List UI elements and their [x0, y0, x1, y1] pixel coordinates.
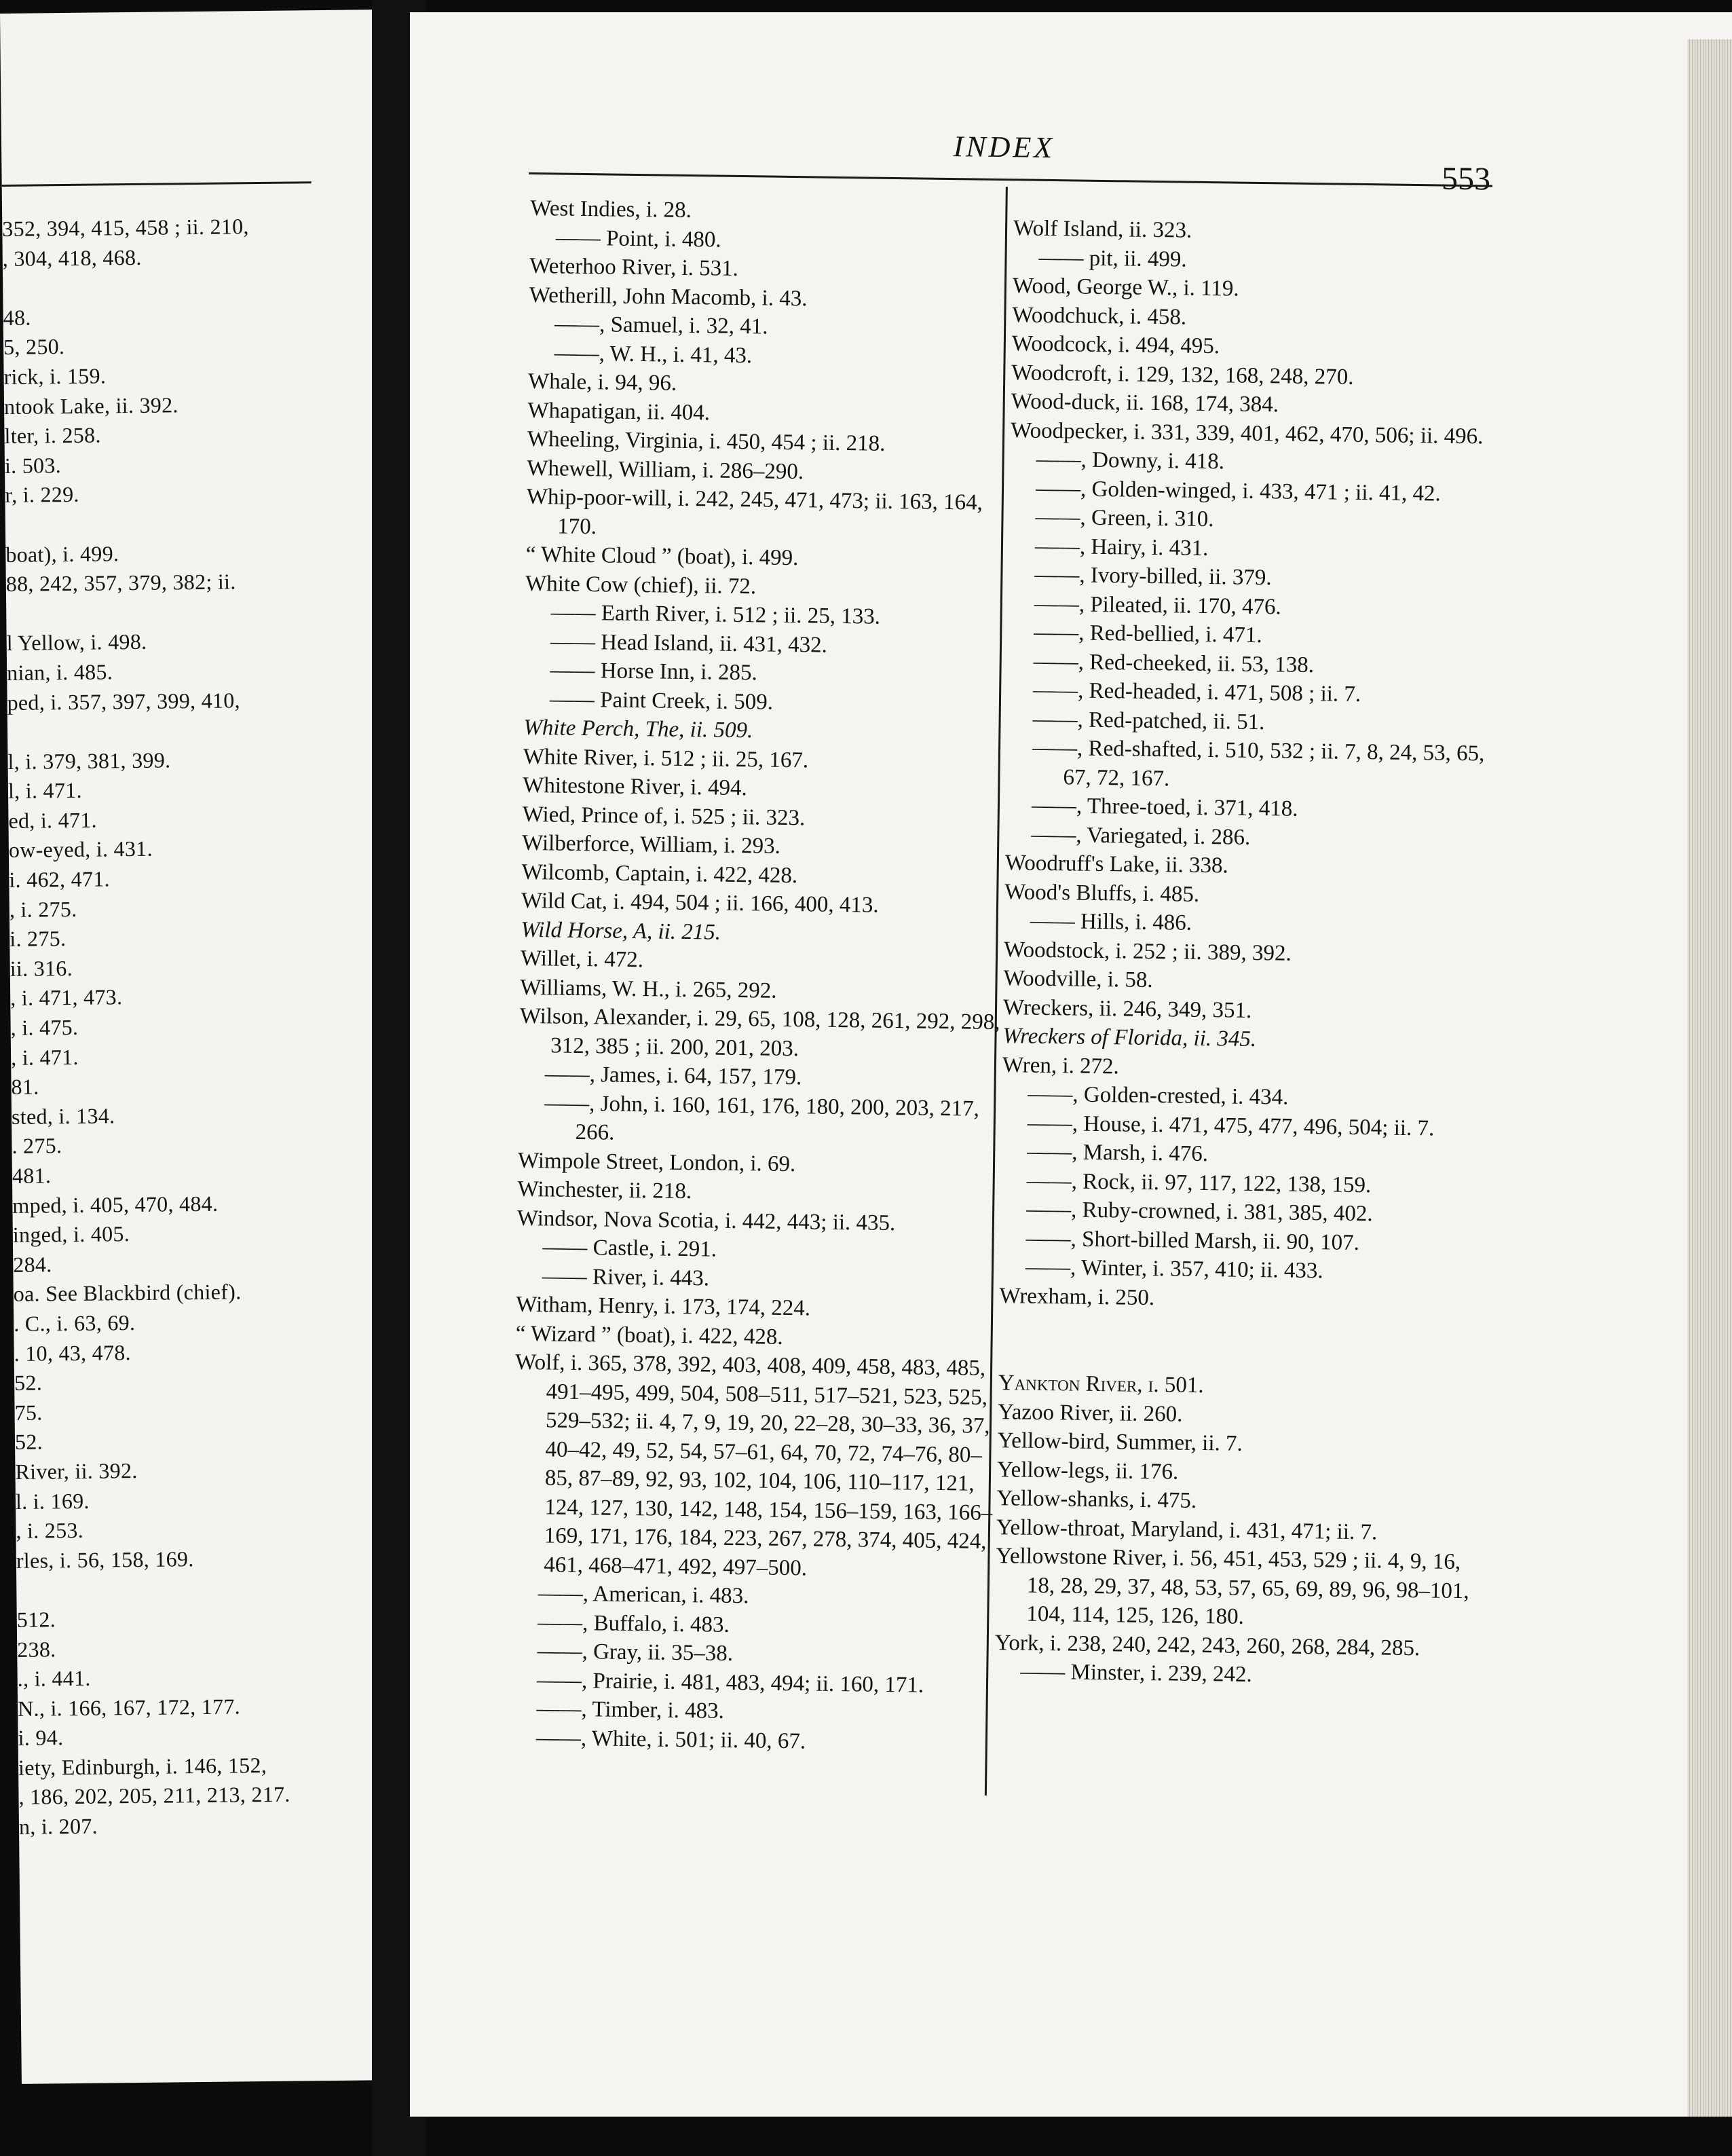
header-rule — [529, 172, 1492, 187]
left-line: , i. 475. — [10, 1014, 79, 1040]
left-line: River, ii. 392. — [15, 1457, 138, 1484]
index-entry: Wetherill, John Macomb, i. 43. — [529, 282, 808, 311]
left-line: ntook Lake, ii. 392. — [3, 392, 178, 419]
index-entry: Woodruff's Lake, ii. 338. — [1004, 851, 1229, 878]
index-subentry: ——, American, i. 483. — [538, 1581, 749, 1609]
left-line: ow-eyed, i. 431. — [8, 836, 153, 863]
left-line: 75. — [14, 1400, 43, 1425]
index-entry: Wilberforce, William, i. 293. — [521, 830, 781, 859]
index-entry: “ White Cloud ” (boat), i. 499. — [525, 542, 799, 571]
left-line — [16, 1572, 396, 1605]
index-entry: Yellowstone River, i. 56, 451, 453, 529 ; ii. 4, 9, 16, 18, 28, 29, 37, 48, 53, 57, 65, 69, 89, 96, 98–101, 104, 114, 125, 126, 180. — [996, 1544, 1469, 1629]
index-subentry: ——, Red-cheeked, ii. 53, 138. — [1033, 649, 1315, 677]
left-line: mped, i. 405, 470, 484. — [12, 1191, 219, 1218]
left-line: 481. — [12, 1163, 52, 1188]
left-line: sted, i. 134. — [11, 1103, 115, 1129]
left-line: rick, i. 159. — [3, 363, 107, 389]
left-line: iety, Edinburgh, i. 146, 152, — [18, 1752, 267, 1780]
left-line: i. 503. — [4, 452, 62, 478]
index-entry: Wolf Island, ii. 323. — [1013, 216, 1192, 243]
index-entry: Wilson, Alexander, i. 29, 65, 108, 128, 261, 292, 298, 312, 385 ; ii. 200, 201, 203. — [519, 1003, 1000, 1061]
index-subentry: ——, Prairie, i. 481, 483, 494; ii. 160, 171. — [536, 1667, 924, 1698]
index-subentry: ——, Pileated, ii. 170, 476. — [1034, 591, 1281, 619]
left-line: , 304, 418, 468. — [2, 244, 142, 271]
index-subentry: ——, Rock, ii. 97, 117, 122, 138, 159. — [1026, 1168, 1372, 1197]
index-entry: Yazoo River, ii. 260. — [998, 1399, 1183, 1427]
index-column-2 — [994, 214, 1502, 1692]
index-entry: White Cow (chief), ii. 72. — [525, 571, 757, 599]
index-subentry: ——, House, i. 471, 475, 477, 496, 504; ii. 7. — [1027, 1111, 1435, 1140]
index-entry: Yellow-shanks, i. 475. — [996, 1486, 1197, 1513]
left-line: inged, i. 405. — [12, 1221, 130, 1248]
left-page — [0, 10, 410, 2084]
left-line: , i. 253. — [16, 1517, 84, 1544]
index-entry: Wild Cat, i. 494, 504 ; ii. 166, 400, 413. — [521, 888, 879, 918]
left-line: boat), i. 499. — [5, 540, 119, 567]
index-subentry: ——, Red-bellied, i. 471. — [1034, 620, 1262, 648]
index-entry: Wood-duck, ii. 168, 174, 384. — [1011, 389, 1279, 417]
left-line: 5, 250. — [3, 334, 65, 360]
index-entry: Whip-poor-will, i. 242, 245, 471, 473; ii. 163, 164, 170. — [526, 484, 983, 539]
index-entry: Woodchuck, i. 458. — [1012, 302, 1187, 330]
index-subentry: ——, John, i. 160, 161, 176, 180, 200, 203, 217, 266. — [544, 1090, 980, 1145]
index-entry: Weterhoo River, i. 531. — [529, 253, 739, 281]
index-entry: Wood's Bluffs, i. 485. — [1004, 879, 1200, 907]
page-number: 553 — [1441, 160, 1491, 198]
index-subentry: —— Horse Inn, i. 285. — [550, 658, 757, 686]
left-header-rule — [2, 181, 312, 187]
index-subentry: —— Point, i. 480. — [555, 225, 721, 253]
index-entry: Woodcock, i. 494, 495. — [1011, 331, 1220, 359]
index-subentry: —— Earth River, i. 512 ; ii. 25, 133. — [550, 600, 881, 629]
left-line: 88, 242, 357, 379, 382; ii. — [5, 569, 236, 597]
left-line: N., i. 166, 167, 172, 177. — [17, 1694, 241, 1721]
index-subentry: ——, Buffalo, i. 483. — [537, 1610, 730, 1637]
index-entry: Yellow-bird, Summer, ii. 7. — [997, 1428, 1243, 1456]
index-entry: York, i. 238, 240, 242, 243, 260, 268, 284, 285. — [994, 1630, 1420, 1660]
left-line: ed, i. 471. — [8, 807, 98, 833]
index-entry: Woodville, i. 58. — [1003, 966, 1153, 993]
index-subentry: ——, White, i. 501; ii. 40, 67. — [535, 1725, 806, 1753]
left-line: . 10, 43, 478. — [14, 1339, 132, 1366]
left-line: 238. — [17, 1636, 56, 1662]
left-line: , i. 275. — [9, 896, 77, 922]
left-line: 284. — [13, 1252, 52, 1277]
left-line — [3, 270, 383, 303]
left-line: ., i. 441. — [17, 1665, 91, 1691]
index-subentry: ——, Green, i. 310. — [1035, 504, 1214, 532]
index-entry: Winchester, ii. 218. — [517, 1176, 692, 1204]
index-entry: Wied, Prince of, i. 525 ; ii. 323. — [522, 802, 806, 830]
left-line: ped, i. 357, 397, 399, 410, — [7, 687, 240, 715]
left-line: 81. — [11, 1074, 39, 1100]
index-subentry: —— Paint Creek, i. 509. — [549, 686, 774, 715]
left-line: l. i. 169. — [15, 1488, 90, 1514]
left-line: . C., i. 63, 69. — [14, 1309, 136, 1336]
index-entry: Wimpole Street, London, i. 69. — [517, 1148, 796, 1176]
left-line: 48. — [3, 305, 31, 330]
left-line — [7, 713, 388, 747]
left-line: i. 94. — [18, 1725, 64, 1751]
index-subentry: ——, Variegated, i. 286. — [1031, 822, 1251, 850]
left-line: 512. — [16, 1607, 56, 1632]
index-subentry: —— pit, ii. 499. — [1038, 245, 1187, 272]
index-content — [410, 12, 1732, 2117]
left-line: oa. See Blackbird (chief). — [13, 1279, 242, 1307]
index-entry: Wood, George W., i. 119. — [1012, 274, 1239, 301]
index-entry: Wrexham, i. 250. — [999, 1283, 1155, 1310]
index-subentry: ——, Golden-winged, i. 433, 471 ; ii. 41, 42. — [1035, 476, 1441, 506]
left-page-text — [2, 210, 399, 1842]
index-entry: Whapatigan, ii. 404. — [527, 398, 711, 425]
left-line — [5, 506, 385, 540]
left-line: i. 462, 471. — [9, 866, 111, 892]
index-subentry: ——, Golden-crested, i. 434. — [1028, 1081, 1289, 1110]
index-entry: Wheeling, Virginia, i. 450, 454 ; ii. 218. — [527, 426, 886, 456]
index-subentry: ——, Marsh, i. 476. — [1027, 1139, 1209, 1167]
index-subentry: —— River, i. 443. — [542, 1263, 710, 1291]
left-line: r, i. 229. — [5, 482, 79, 508]
left-line: l Yellow, i. 498. — [6, 629, 147, 656]
left-line: l, i. 379, 381, 399. — [7, 747, 171, 774]
left-line: n, i. 207. — [18, 1813, 98, 1839]
left-line: , 186, 202, 205, 211, 213, 217. — [18, 1782, 290, 1810]
running-head-title: INDEX — [953, 130, 1055, 165]
index-subentry: ——, Hairy, i. 431. — [1034, 534, 1209, 561]
index-entry: White River, i. 512 ; ii. 25, 167. — [523, 744, 809, 773]
left-line: 352, 394, 415, 458 ; ii. 210, — [2, 214, 249, 241]
index-entry: Yellow-throat, Maryland, i. 431, 471; ii. 7. — [996, 1514, 1378, 1544]
index-subentry: ——, Red-patched, ii. 51. — [1032, 707, 1265, 735]
left-line: lter, i. 258. — [4, 422, 101, 449]
index-subentry: ——, Red-shafted, i. 510, 532 ; ii. 7, 8, 24, 53, 65, 67, 72, 167. — [1032, 735, 1485, 791]
index-entry: Wreckers, ii. 246, 349, 351. — [1002, 995, 1252, 1023]
index-entry: Willet, i. 472. — [520, 946, 644, 973]
index-entry-section-start: Yankton River, i. 501. — [998, 1371, 1204, 1398]
index-subentry: ——, Three-toed, i. 371, 418. — [1031, 793, 1298, 821]
index-subentry: ——, James, i. 64, 157, 179. — [544, 1062, 802, 1090]
index-subentry: ——, Gray, ii. 35–38. — [537, 1639, 734, 1667]
index-entry: West Indies, i. 28. — [530, 196, 692, 223]
left-line: . 275. — [12, 1133, 62, 1159]
index-subentry: —— Head Island, ii. 431, 432. — [550, 629, 828, 658]
index-entry: Whitestone River, i. 494. — [523, 773, 747, 801]
index-subentry: ——, Downy, i. 418. — [1036, 447, 1225, 475]
left-line — [6, 595, 386, 629]
index-entry: Woodstock, i. 252 ; ii. 389, 392. — [1003, 937, 1292, 966]
left-line: rles, i. 56, 158, 169. — [16, 1546, 194, 1573]
index-subentry: —— Castle, i. 291. — [542, 1235, 717, 1262]
index-subentry: ——, Red-headed, i. 471, 508 ; ii. 7. — [1032, 677, 1361, 707]
index-subentry: ——, W. H., i. 41, 43. — [554, 340, 753, 368]
left-line: nian, i. 485. — [6, 659, 113, 685]
left-line: , i. 471, 473. — [10, 984, 123, 1011]
left-line: l, i. 471. — [7, 778, 82, 804]
index-entry: Yellow-legs, ii. 176. — [996, 1457, 1179, 1485]
right-page — [410, 12, 1732, 2117]
index-subentry: ——, Samuel, i. 32, 41. — [554, 312, 768, 339]
index-subentry: ——, Ivory-billed, ii. 379. — [1034, 562, 1272, 591]
left-line: 52. — [14, 1429, 43, 1455]
index-subentry: ——, Ruby-crowned, i. 381, 385, 402. — [1025, 1197, 1373, 1227]
section-gap — [998, 1310, 1488, 1375]
index-entry: Whale, i. 94, 96. — [527, 369, 677, 396]
index-subentry: —— Minster, i. 239, 242. — [1020, 1659, 1252, 1688]
index-entry: Williams, W. H., i. 265, 292. — [520, 975, 777, 1003]
left-line: 52. — [14, 1370, 43, 1396]
index-entry-title: Wild Horse, A, ii. 215. — [521, 917, 721, 945]
index-entry: Windsor, Nova Scotia, i. 442, 443; ii. 435. — [516, 1206, 896, 1235]
index-entry-title: Wreckers of Florida, ii. 345. — [1002, 1024, 1257, 1052]
index-subentry: —— Hills, i. 486. — [1030, 908, 1192, 935]
index-column-1 — [510, 194, 1019, 1758]
left-line: , i. 471. — [10, 1044, 79, 1070]
left-line: i. 275. — [10, 926, 67, 952]
index-entry: Woodpecker, i. 331, 339, 401, 462, 470, 506; ii. 496. — [1010, 417, 1484, 449]
index-entry: Wolf, i. 365, 378, 392, 403, 408, 409, 458, 483, 485, 491–495, 499, 504, 508–511, 517–521, 523, 525, 529–532; ii. 4, 7, 9, 19, 20, 22–28, 30–33, 36, 37, 40–42, 49, 52, 54, 57–61, 64, 70, 72, 74–76, 80–85, 87–89, 92, 93, 102, 104, 106, 110–117, 121, 124, 127, 130, 142, 148, 154, 156–159, 163, 166–169, 171, 176, 184, 223, 267, 278, 374, 405, 424, 461, 468–471, 492, 497–500. — [514, 1350, 993, 1580]
left-line: ii. 316. — [10, 955, 73, 981]
index-subentry: ——, Short-billed Marsh, ii. 90, 107. — [1025, 1226, 1360, 1255]
index-subentry: ——, Timber, i. 483. — [536, 1696, 725, 1724]
index-entry: “ Wizard ” (boat), i. 422, 428. — [515, 1321, 783, 1350]
index-entry: Woodcroft, i. 129, 132, 168, 248, 270. — [1011, 360, 1354, 390]
index-entry: Witham, Henry, i. 173, 174, 224. — [516, 1292, 811, 1321]
index-entry-title: White Perch, The, ii. 509. — [523, 715, 753, 743]
index-entry: Whewell, William, i. 286–290. — [527, 456, 804, 484]
index-entry: Wilcomb, Captain, i. 422, 428. — [521, 859, 798, 888]
index-subentry: ——, Winter, i. 357, 410; ii. 433. — [1025, 1254, 1323, 1284]
index-entry: Wren, i. 272. — [1002, 1052, 1120, 1079]
